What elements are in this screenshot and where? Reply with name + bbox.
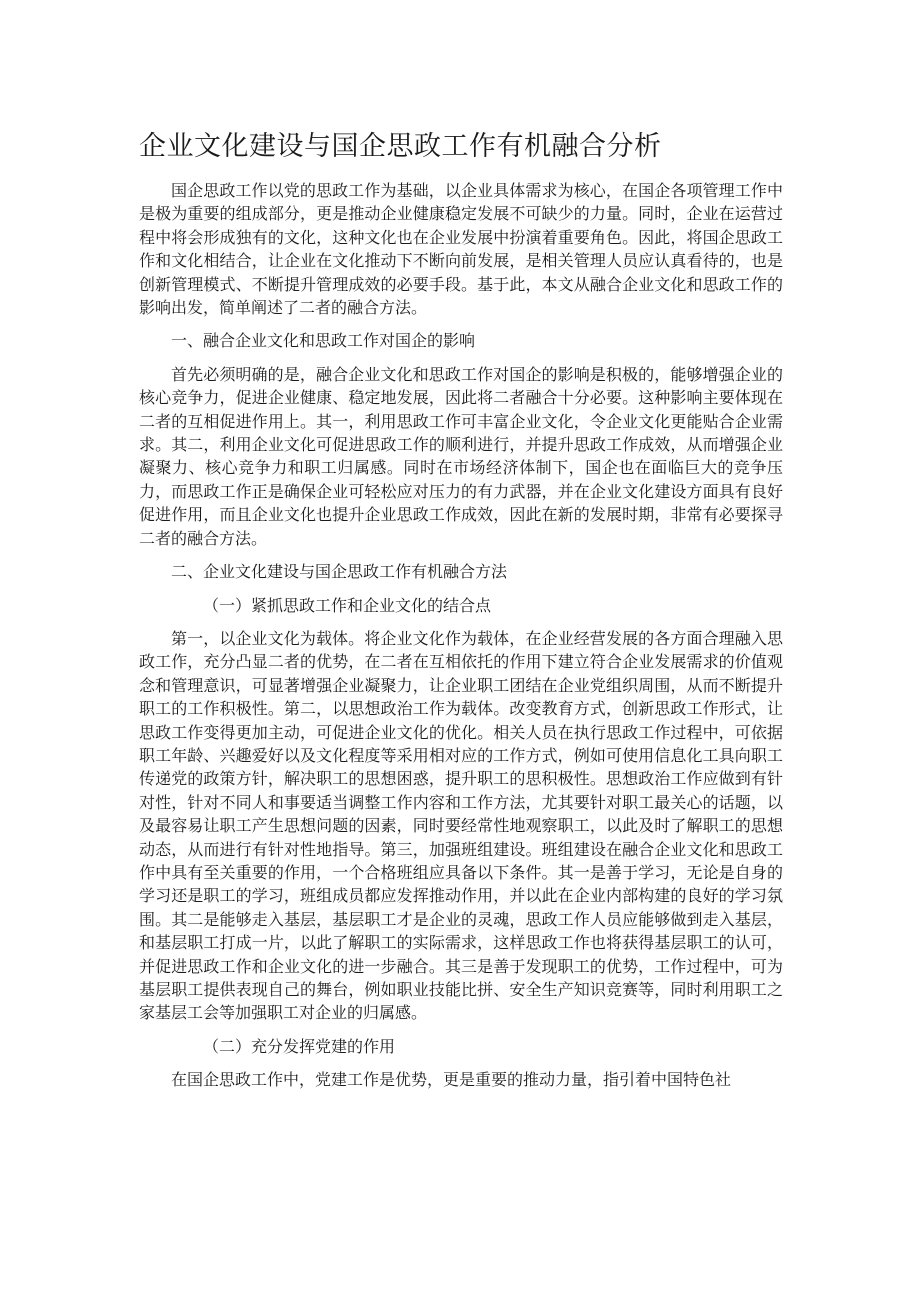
subsection-heading-2: （二）充分发挥党建的作用 bbox=[203, 1036, 396, 1056]
subsection-1-paragraph: 第一，以企业文化为载体。将企业文化作为载体，在企业经营发展的各方面合理融入思政工作，充分凸显二者的优势，在二者在互相依托的作用下建立符合企业发展需求的价值观念和管理意识，可显著增强企业凝聚力，让企业职工团结在企业党组织周围，从而不断提升职工的工作积极性。第二，以思想政治工作为载体。改变教育方式，创新思政工作形式，让思政工作变得更加主动，可促进企业文化的优化。相关人员在执行思政工作过程中，可依据职工年龄、兴趣爱好以及文化程度等采用相对应的工作方式，例如可使用信息化工具向职工传递党的政策方针，解决职工的思想困惑，提升职工的思积极性。思想政治工作应做到有针对性，针对不同人和事要适当调整工作内容和工作方法，尤其要针对职工最关心的话题，以及最容易让职工产生思想问题的因素，同时要经常性地观察职工，以此及时了解职工的思想动态，从而进行有针对性地指导。第三，加强班组建设。班组建设在融合企业文化和思政工作中具有至关重要的作用，一个合格班组应具备以下条件。其一是善于学习，无论是自身的学习还是职工的学习，班组成员都应发挥推动作用，并以此在企业内部构建的良好的学习氛围。其二是能够走入基层，基层职工才是企业的灵魂，思政工作人员应能够做到走入基层，和基层职工打成一片，以此了解职工的实际需求，这样思政工作也将获得基层职工的认可，并促进思政工作和企业文化的进一步融合。其三是善于发现职工的优势，工作过程中，可为基层职工提供表现自己的舞台，例如职业技能比拼、安全生产知识竞赛等，同时利用职工之家基层工会等加强职工对企业的归属感。 bbox=[139, 628, 783, 1023]
intro-paragraph: 国企思政工作以党的思政工作为基础，以企业具体需求为核心，在国企各项管理工作中是极为重要的组成部分，更是推动企业健康稳定发展不可缺少的力量。同时，企业在运营过程中将会形成独有的文化，这种文化也在企业发展中扮演着重要角色。因此，将国企思政工作和文化相结合，让企业在文化推动下不断向前发展，是相关管理人员应认真看待的，也是创新管理模式、不断提升管理成效的必要手段。基于此，本文从融合企业文化和思政工作的影响出发，简单阐述了二者的融合方法。 bbox=[139, 181, 783, 318]
subsection-2-paragraph: 在国企思政工作中，党建工作是优势，更是重要的推动力量，指引着中国特色社 bbox=[171, 1070, 732, 1090]
section-heading-2: 二、企业文化建设与国企思政工作有机融合方法 bbox=[171, 562, 508, 582]
subsection-heading-1: （一）紧抓思政工作和企业文化的结合点 bbox=[203, 595, 492, 615]
document-page bbox=[139, 128, 783, 1102]
document-title: 企业文化建设与国企思政工作有机融合分析 bbox=[139, 131, 662, 162]
section-1-paragraph: 首先必须明确的是，融合企业文化和思政工作对国企的影响是积极的，能够增强企业的核心竞争力，促进企业健康、稳定地发展，因此将二者融合十分必要。这种影响主要体现在二者的互相促进作用上。其一，利用思政工作可丰富企业文化，令企业文化更能贴合企业需求。其二，利用企业文化可促进思政工作的顺利进行，并提升思政工作成效，从而增强企业凝聚力、核心竞争力和职工归属感。同时在市场经济体制下，国企也在面临巨大的竞争压力，而思政工作正是确保企业可轻松应对压力的有力武器，并在企业文化建设方面具有良好促进作用，而且企业文化也提升企业思政工作成效，因此在新的发展时期，非常有必要探寻二者的融合方法。 bbox=[139, 364, 783, 548]
section-heading-1: 一、融合企业文化和思政工作对国企的影响 bbox=[171, 331, 476, 351]
